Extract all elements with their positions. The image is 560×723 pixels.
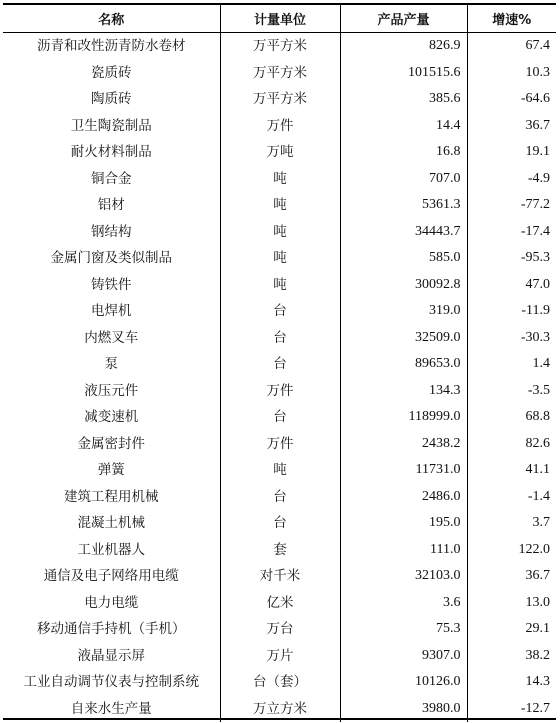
cell-name: 钢结构: [3, 219, 220, 246]
cell-output: 118999.0: [340, 404, 467, 431]
cell-unit: 台: [220, 351, 340, 378]
table-row: [3, 484, 556, 511]
cell-name: 混凝土机械: [3, 510, 220, 537]
cell-growth: -12.7: [467, 696, 556, 723]
cell-output: 3980.0: [340, 696, 467, 723]
cell-growth: -77.2: [467, 192, 556, 219]
cell-unit: 亿米: [220, 590, 340, 617]
cell-output: 2486.0: [340, 484, 467, 511]
cell-unit: 吨: [220, 245, 340, 272]
cell-name: 通信及电子网络用电缆: [3, 563, 220, 590]
cell-name: 内燃叉车: [3, 325, 220, 352]
table-row: [3, 643, 556, 670]
cell-name: 陶质砖: [3, 86, 220, 113]
header-unit: 计量单位: [220, 5, 340, 33]
cell-name: 耐火材料制品: [3, 139, 220, 166]
table-row: [3, 60, 556, 87]
header-growth: 增速%: [467, 5, 556, 33]
cell-growth: 36.7: [467, 113, 556, 140]
cell-name: 移动通信手持机（手机）: [3, 616, 220, 643]
cell-name: 铸铁件: [3, 272, 220, 299]
cell-growth: -30.3: [467, 325, 556, 352]
cell-output: 9307.0: [340, 643, 467, 670]
cell-growth: -17.4: [467, 219, 556, 246]
cell-name: 工业自动调节仪表与控制系统: [3, 669, 220, 696]
table-row: [3, 272, 556, 299]
cell-output: 30092.8: [340, 272, 467, 299]
table-row: [3, 510, 556, 537]
cell-growth: -4.9: [467, 166, 556, 193]
cell-output: 385.6: [340, 86, 467, 113]
cell-unit: 台: [220, 510, 340, 537]
cell-output: 75.3: [340, 616, 467, 643]
table-row: [3, 669, 556, 696]
table-row: [3, 404, 556, 431]
cell-name: 工业机器人: [3, 537, 220, 564]
cell-growth: 10.3: [467, 60, 556, 87]
table-row: [3, 590, 556, 617]
cell-name: 沥青和改性沥青防水卷材: [3, 33, 220, 60]
cell-unit: 台（套）: [220, 669, 340, 696]
cell-output: 319.0: [340, 298, 467, 325]
cell-output: 32103.0: [340, 563, 467, 590]
cell-name: 瓷质砖: [3, 60, 220, 87]
cell-output: 101515.6: [340, 60, 467, 87]
cell-growth: -3.5: [467, 378, 556, 405]
cell-unit: 万立方米: [220, 696, 340, 723]
cell-growth: 19.1: [467, 139, 556, 166]
cell-growth: 41.1: [467, 457, 556, 484]
cell-unit: 万平方米: [220, 33, 340, 60]
cell-name: 电力电缆: [3, 590, 220, 617]
table-row: [3, 696, 556, 723]
cell-unit: 套: [220, 537, 340, 564]
production-table-frame: [3, 3, 556, 720]
cell-name: 铜合金: [3, 166, 220, 193]
cell-output: 2438.2: [340, 431, 467, 458]
cell-output: 89653.0: [340, 351, 467, 378]
cell-growth: 67.4: [467, 33, 556, 60]
header-output: 产品产量: [340, 5, 467, 33]
cell-output: 14.4: [340, 113, 467, 140]
table-row: [3, 325, 556, 352]
cell-growth: 1.4: [467, 351, 556, 378]
cell-name: 铝材: [3, 192, 220, 219]
cell-name: 金属门窗及类似制品: [3, 245, 220, 272]
table-row: [3, 166, 556, 193]
cell-unit: 万件: [220, 113, 340, 140]
cell-output: 707.0: [340, 166, 467, 193]
cell-growth: 13.0: [467, 590, 556, 617]
cell-growth: 36.7: [467, 563, 556, 590]
cell-output: 134.3: [340, 378, 467, 405]
cell-unit: 万平方米: [220, 60, 340, 87]
cell-name: 电焊机: [3, 298, 220, 325]
cell-name: 建筑工程用机械: [3, 484, 220, 511]
cell-name: 液压元件: [3, 378, 220, 405]
cell-name: 泵: [3, 351, 220, 378]
table-row: [3, 457, 556, 484]
cell-unit: 万件: [220, 378, 340, 405]
cell-unit: 台: [220, 404, 340, 431]
cell-growth: 29.1: [467, 616, 556, 643]
header-row: [3, 5, 556, 33]
table-row: [3, 378, 556, 405]
cell-unit: 台: [220, 484, 340, 511]
cell-output: 11731.0: [340, 457, 467, 484]
cell-growth: 68.8: [467, 404, 556, 431]
cell-output: 195.0: [340, 510, 467, 537]
table-row: [3, 537, 556, 564]
cell-growth: 14.3: [467, 669, 556, 696]
cell-unit: 万平方米: [220, 86, 340, 113]
cell-unit: 对千米: [220, 563, 340, 590]
table-row: [3, 219, 556, 246]
table-row: [3, 245, 556, 272]
table-row: [3, 86, 556, 113]
cell-unit: 吨: [220, 272, 340, 299]
cell-output: 3.6: [340, 590, 467, 617]
table-row: [3, 563, 556, 590]
cell-growth: 47.0: [467, 272, 556, 299]
cell-growth: 122.0: [467, 537, 556, 564]
table-row: [3, 192, 556, 219]
cell-output: 5361.3: [340, 192, 467, 219]
cell-output: 32509.0: [340, 325, 467, 352]
cell-unit: 万台: [220, 616, 340, 643]
table-row: [3, 113, 556, 140]
cell-unit: 台: [220, 325, 340, 352]
cell-output: 34443.7: [340, 219, 467, 246]
cell-growth: -11.9: [467, 298, 556, 325]
cell-growth: 3.7: [467, 510, 556, 537]
header-name: 名称: [3, 5, 220, 33]
cell-growth: -64.6: [467, 86, 556, 113]
cell-growth: 82.6: [467, 431, 556, 458]
cell-unit: 台: [220, 298, 340, 325]
table-row: [3, 33, 556, 60]
cell-name: 液晶显示屏: [3, 643, 220, 670]
table-row: [3, 298, 556, 325]
cell-output: 16.8: [340, 139, 467, 166]
cell-name: 自来水生产量: [3, 696, 220, 723]
cell-unit: 吨: [220, 219, 340, 246]
cell-growth: -1.4: [467, 484, 556, 511]
cell-unit: 吨: [220, 192, 340, 219]
table-row: [3, 351, 556, 378]
cell-name: 减变速机: [3, 404, 220, 431]
cell-name: 卫生陶瓷制品: [3, 113, 220, 140]
cell-growth: -95.3: [467, 245, 556, 272]
cell-unit: 吨: [220, 166, 340, 193]
table-row: [3, 139, 556, 166]
table-row: [3, 431, 556, 458]
cell-name: 弹簧: [3, 457, 220, 484]
table-body: [3, 33, 556, 723]
cell-output: 826.9: [340, 33, 467, 60]
table-header: [3, 5, 556, 33]
production-table: [3, 5, 556, 722]
cell-unit: 万件: [220, 431, 340, 458]
cell-output: 111.0: [340, 537, 467, 564]
cell-output: 10126.0: [340, 669, 467, 696]
cell-growth: 38.2: [467, 643, 556, 670]
cell-output: 585.0: [340, 245, 467, 272]
cell-unit: 万片: [220, 643, 340, 670]
cell-unit: 万吨: [220, 139, 340, 166]
cell-name: 金属密封件: [3, 431, 220, 458]
table-row: [3, 616, 556, 643]
cell-unit: 吨: [220, 457, 340, 484]
